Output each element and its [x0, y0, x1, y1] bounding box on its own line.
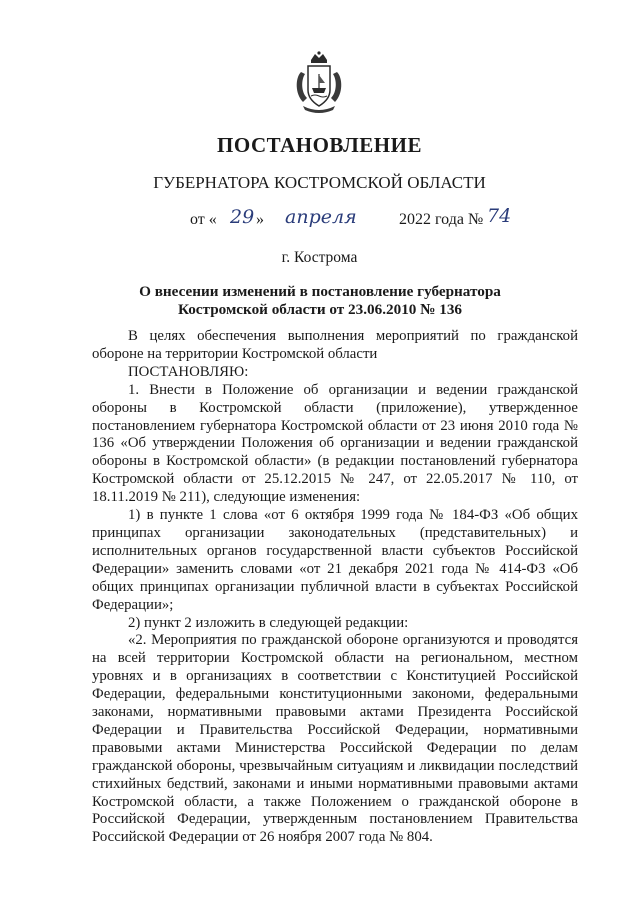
date-sep: »	[256, 211, 264, 228]
city: г. Кострома	[281, 249, 358, 266]
date-month: апреля	[285, 206, 357, 228]
document-number: 74	[487, 205, 512, 227]
issuing-authority: ГУБЕРНАТОРА КОСТРОМСКОЙ ОБЛАСТИ	[153, 173, 486, 192]
date-prefix: от «	[190, 211, 217, 228]
paragraph-subitem-1: 1) в пункте 1 слова «от 6 октября 1999 года № 184-ФЗ «Об общих принципах организации законодательных (представительных) и исполнительных органов государственной власти субъектов Российской Федерации» заменить словами «от 21 декабря 2021 года № 414-ФЗ «Об общих принципах организации публичной власти в субъектах Российской Федерации»;	[92, 507, 578, 613]
date-line	[190, 205, 520, 234]
document-body	[92, 328, 578, 847]
subject-line-2: Костромской области от 23.06.2010 № 136	[177, 301, 463, 318]
paragraph-resolve: ПОСТАНОВЛЯЮ:	[128, 363, 249, 380]
subject-line-1: О внесении изменений в постановление губернатора	[139, 283, 501, 300]
coat-of-arms-icon	[289, 50, 349, 116]
subject-heading	[80, 283, 560, 319]
paragraph-subitem-2: 2) пункт 2 изложить в следующей редакции:	[128, 614, 409, 631]
paragraph-preamble: В целях обеспечения выполнения мероприятий по гражданской обороне на территории Костромской области	[92, 328, 578, 362]
paragraph-item-1: 1. Внести в Положение об организации и ведении гражданской обороны в Костромской области (приложение), утвержденное постановлением губернатора Костромской области от 23 июня 2010 года № 136 «Об утверждении Положения об организации и ведении гражданской обороны в Костромской области» (в редакции постановлений губернатора Костромской области от 25.12.2015 № 247, от 22.05.2017 № 110, от 18.11.2019 № 211), следующие изменения:	[92, 381, 578, 506]
date-day: 29	[230, 206, 255, 228]
document-title: ПОСТАНОВЛЕНИЕ	[217, 133, 422, 157]
paragraph-clause-2: «2. Мероприятия по гражданской обороне организуются и проводятся на всей территории Костромской области на региональном, местном уровнях и в организациях в соответствии с Конституцией Российской Федерации, федеральными конституционными закономи, федеральными законами, нормативными правовыми актами Президента Российской Федерации и Правительства Российской Федерации, нормативными правовыми актами Министерства Российской Федерации по делам гражданской обороны, чрезвычайным ситуациям и ликвидации последствий стихийных бедствий, законами и иными нормативными правовыми актами Костромской области, а также Положением о гражданской обороне в Российской Федерации, утвержденным постановлением Правительства Российской Федерации от 26 ноября 2007 года № 804.	[92, 632, 578, 846]
number-sign: №	[468, 211, 484, 228]
date-year: 2022 года	[399, 211, 464, 228]
